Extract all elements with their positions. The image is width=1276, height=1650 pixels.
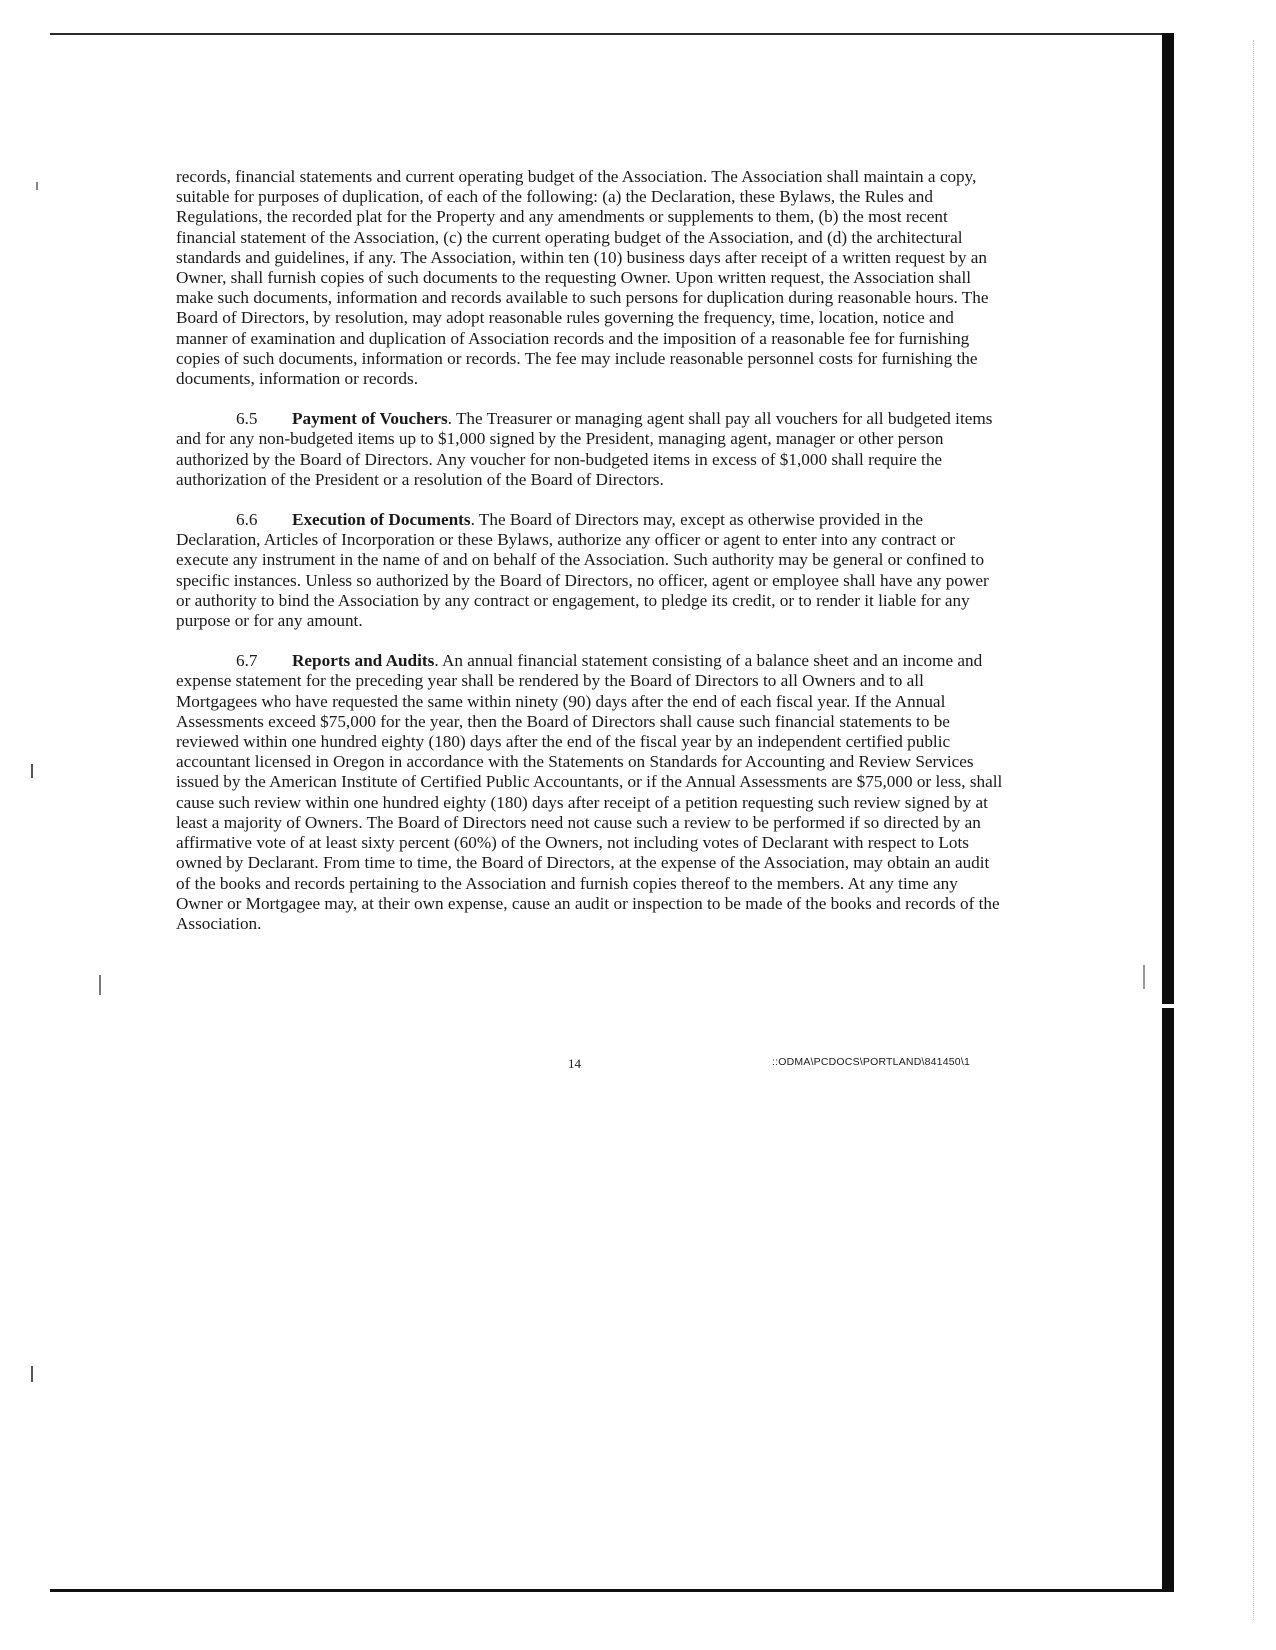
document-body [176,167,1006,954]
section-6-6 [176,510,1006,631]
scan-artifact-mark [31,764,33,778]
section-6-7 [176,651,1006,934]
page-top-border [50,33,1170,35]
scan-artifact-mark [31,1366,33,1382]
section-text: The Board of Directors may, except as otherwise provided in the Declaration, Articles of Incorporation or these Bylaws, authorize any officer or agent to enter into any contract or execute any instrument in the name of and on behalf of the Association. Such authority may be general or confined to specific instances. Unless so authorized by the Board of Directors, no officer, agent or employee shall have any power or authority to bind the Association by any contract or engagement, to pledge its credit, or to render it liable for any purpose or for any amount. [176,510,989,631]
section-title-period: . [434,651,442,671]
section-title: Payment of Vouchers [292,409,448,429]
section-text: The Treasurer or managing agent shall pay all vouchers for all budgeted items and for any non-budgeted items up to $1,000 signed by the President, managing agent, manager or other person authorized by the Board of Directors. Any voucher for non-budgeted items in excess of $1,000 shall require the authorization of the President or a resolution of the Board of Directors. [176,409,993,489]
page-bottom-border [50,1589,1174,1592]
intro-paragraph: records, financial statements and current operating budget of the Association. The Association shall maintain a copy, suitable for purposes of duplication, of each of the following: (a) the Declaration, these Bylaws, the Rules and Regulations, the recorded plat for the Property and any amendments or supplements to them, (b) the most recent financial statement of the Association, (c) the current operating budget of the Association, and (d) the architectural standards and guidelines, if any. The Association, within ten (10) business days after receipt of a written request by an Owner, shall furnish copies of such documents to the requesting Owner. Upon written request, the Association shall make such documents, information and records available to such persons for duplication during reasonable hours. The Board of Directors, by resolution, may adopt reasonable rules governing the frequency, time, location, notice and manner of examination and duplication of Association records and the imposition of a reasonable fee for furnishing copies of such documents, information or records. The fee may include reasonable personnel costs for furnishing the documents, information or records. [176,167,989,389]
scan-artifact-mark [99,975,101,995]
section-number: 6.6 [236,510,258,530]
section-number: 6.5 [236,409,258,429]
section-number: 6.7 [236,651,258,671]
section-title-period: . [470,510,479,530]
section-title: Execution of Documents [292,510,471,530]
document-id: ::ODMA\PCDOCS\PORTLAND\841450\1 [772,1056,970,1068]
section-6-5 [176,409,1006,490]
page-number: 14 [568,1056,581,1071]
section-title: Reports and Audits [292,651,435,671]
section-text: An annual financial statement consisting of a balance sheet and an income and expense statement for the preceding year shall be rendered by the Board of Directors to all Owners and to all Mortgagees who have requested the same within ninety (90) days after the end of each fiscal year. If the Annual Assessments exceed $75,000 for the year, then the Board of Directors shall cause such financial statements to be reviewed within one hundred eighty (180) days after the end of the fiscal year by an independent certified public accountant licensed in Oregon in accordance with the Statements on Standards for Accounting and Review Services issued by the American Institute of Certified Public Accountants, or if the Annual Assessments are $75,000 or less, shall cause such review within one hundred eighty (180) days after receipt of a petition requesting such review signed by at least a majority of Owners. The Board of Directors need not cause such a review to be performed if so directed by an affirmative vote of at least sixty percent (60%) of the Owners, not including votes of Declarant with respect to Lots owned by Declarant. From time to time, the Board of Directors, at the expense of the Association, may obtain an audit of the books and records pertaining to the Association and furnish copies thereof to the members. At any time any Owner or Mortgagee may, at their own expense, cause an audit or inspection to be made of the books and records of the Association. [176,651,1003,933]
scan-artifact-mark [1143,965,1145,989]
scan-right-edge-bar [1162,33,1174,1591]
scan-margin-dots [1253,40,1255,1620]
section-title-period: . [447,409,456,429]
scan-artifact-mark [36,182,38,190]
scan-edge-notch [1162,1004,1174,1008]
